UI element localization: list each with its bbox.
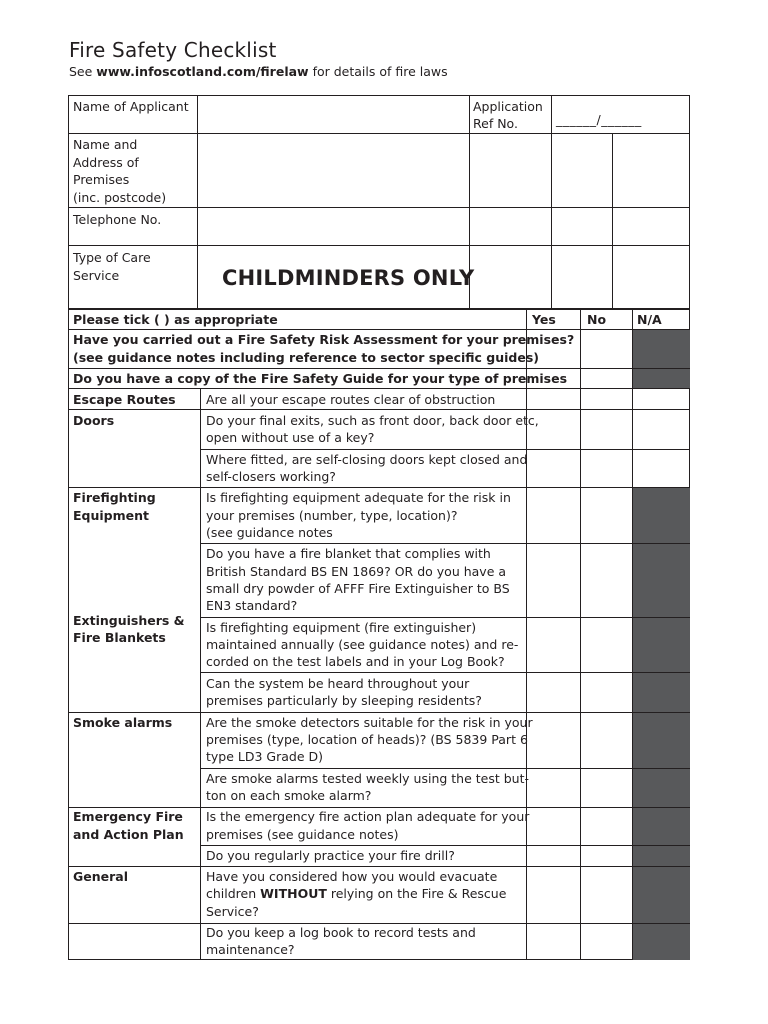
question-general-1b-emphasis: WITHOUT [260, 886, 327, 901]
divider [580, 309, 581, 960]
divider [68, 207, 690, 208]
category-general: General [73, 869, 128, 884]
na-shade [632, 845, 690, 866]
address-label-4: (inc. postcode) [73, 190, 167, 205]
divider [68, 133, 690, 134]
care-type-label-1: Type of Care [73, 250, 151, 265]
address-label-3: Premises [73, 172, 130, 187]
divider [200, 768, 690, 769]
question-general-2a: Do you keep a log book to record tests and [206, 925, 476, 940]
question-general-2b: maintenance? [206, 942, 295, 957]
question-doors-2b: self-closers working? [206, 469, 336, 484]
question-general-1a: Have you considered how you would evacuate [206, 869, 498, 884]
divider [200, 449, 690, 450]
address-label-2: Address of [73, 155, 139, 170]
divider [68, 245, 690, 246]
divider [68, 866, 690, 867]
care-type-value: CHILDMINDERS ONLY [222, 266, 475, 290]
question-escape: Are all your escape routes clear of obstruction [206, 392, 496, 407]
question-ext-1b: maintained annually (see guidance notes) and re- [206, 637, 519, 652]
divider [200, 543, 690, 544]
question-fire-guide: Do you have a copy of the Fire Safety Guide for your type of premises [73, 371, 568, 386]
question-fire-2b: British Standard BS EN 1869? OR do you have a [206, 564, 507, 579]
question-fire-2d: EN3 standard? [206, 598, 298, 613]
column-na: N/A [637, 312, 662, 327]
question-risk-assessment-note: (see guidance notes including reference to sector specific guides) [73, 350, 540, 365]
question-doors-1a: Do your final exits, such as front door, back door etc, [206, 413, 539, 428]
question-ext-2a: Can the system be heard throughout your [206, 676, 470, 691]
divider [197, 95, 198, 309]
applicant-name-label: Name of Applicant [73, 99, 189, 114]
divider [68, 409, 690, 410]
divider [68, 487, 690, 488]
na-shade [632, 329, 690, 368]
divider [68, 329, 690, 330]
na-shade [632, 368, 690, 388]
na-shade [632, 617, 690, 672]
divider [200, 388, 201, 960]
category-firefighting-1: Firefighting [73, 490, 156, 505]
na-shade [632, 866, 690, 923]
question-smoke-1b: premises (type, location of heads)? (BS 5839 Part 6 [206, 732, 528, 747]
na-shade [632, 672, 690, 712]
question-fire-1c: (see guidance notes [206, 525, 333, 540]
question-emergency-2: Do you regularly practice your fire drill? [206, 848, 455, 863]
question-fire-2c: small dry powder of AFFF Fire Extinguisher to BS [206, 581, 510, 596]
question-ext-1c: corded on the test labels and in your Log Book? [206, 654, 505, 669]
tick-instruction: Please tick ( ) as appropriate [73, 312, 278, 327]
question-smoke-2b: ton on each smoke alarm? [206, 788, 372, 803]
divider [632, 309, 633, 960]
na-shade [632, 923, 690, 960]
telephone-label: Telephone No. [73, 212, 162, 227]
question-emergency-1b: premises (see guidance notes) [206, 827, 399, 842]
question-fire-1b: your premises (number, type, location)? [206, 508, 458, 523]
question-smoke-2a: Are smoke alarms tested weekly using the test but- [206, 771, 530, 786]
question-smoke-1a: Are the smoke detectors suitable for the risk in your [206, 715, 533, 730]
address-label-1: Name and [73, 137, 138, 152]
question-ext-1a: Is firefighting equipment (fire extinguisher) [206, 620, 477, 635]
divider [68, 368, 690, 369]
firelaw-link[interactable]: www.infoscotland.com/firelaw [96, 64, 309, 79]
ref-label-1: Application [473, 99, 543, 114]
ref-label-2: Ref No. [473, 116, 518, 131]
category-firefighting-2: Equipment [73, 508, 149, 523]
divider [200, 617, 690, 618]
question-general-1b-start: children [206, 886, 261, 901]
category-extinguishers-1: Extinguishers & [73, 613, 185, 628]
category-smoke-alarms: Smoke alarms [73, 715, 173, 730]
divider [200, 845, 690, 846]
question-doors-2a: Where fitted, are self-closing doors kept closed and [206, 452, 528, 467]
question-general-1b-end: relying on the Fire & Rescue [326, 886, 507, 901]
question-general-1c: Service? [206, 904, 259, 919]
question-doors-1b: open without use of a key? [206, 430, 375, 445]
care-type-label-2: Service [73, 268, 120, 283]
question-emergency-1a: Is the emergency fire action plan adequate for your [206, 809, 530, 824]
divider [68, 712, 690, 713]
question-general-1b [206, 885, 506, 903]
subtitle-suffix: for details of fire laws [308, 64, 448, 79]
na-shade [632, 712, 690, 768]
subtitle-prefix: See [69, 64, 97, 79]
divider [526, 309, 527, 960]
na-shade [632, 807, 690, 845]
applicant-name-field[interactable] [200, 97, 466, 131]
category-doors: Doors [73, 413, 115, 428]
question-risk-assessment: Have you carried out a Fire Safety Risk Assessment for your premises? [73, 332, 575, 347]
category-extinguishers-2: Fire Blankets [73, 630, 166, 645]
question-fire-1a: Is firefighting equipment adequate for the risk in [206, 490, 511, 505]
divider [68, 388, 690, 389]
question-smoke-1c: type LD3 Grade D) [206, 749, 323, 764]
na-shade [632, 768, 690, 807]
na-shade [632, 543, 690, 617]
category-emergency-2: and Action Plan [73, 827, 184, 842]
ref-number-field[interactable]: ______/______ [556, 112, 642, 127]
question-ext-2b: premises particularly by sleeping residents? [206, 693, 482, 708]
divider [551, 95, 552, 309]
column-no: No [587, 312, 607, 327]
divider [200, 672, 690, 673]
category-escape-routes: Escape Routes [73, 392, 176, 407]
divider [612, 133, 613, 309]
question-fire-2a: Do you have a fire blanket that complies with [206, 546, 491, 561]
page-subtitle [69, 64, 448, 79]
na-shade [632, 487, 690, 543]
page-title: Fire Safety Checklist [69, 38, 277, 62]
column-yes: Yes [532, 312, 556, 327]
category-emergency-1: Emergency Fire [73, 809, 183, 824]
